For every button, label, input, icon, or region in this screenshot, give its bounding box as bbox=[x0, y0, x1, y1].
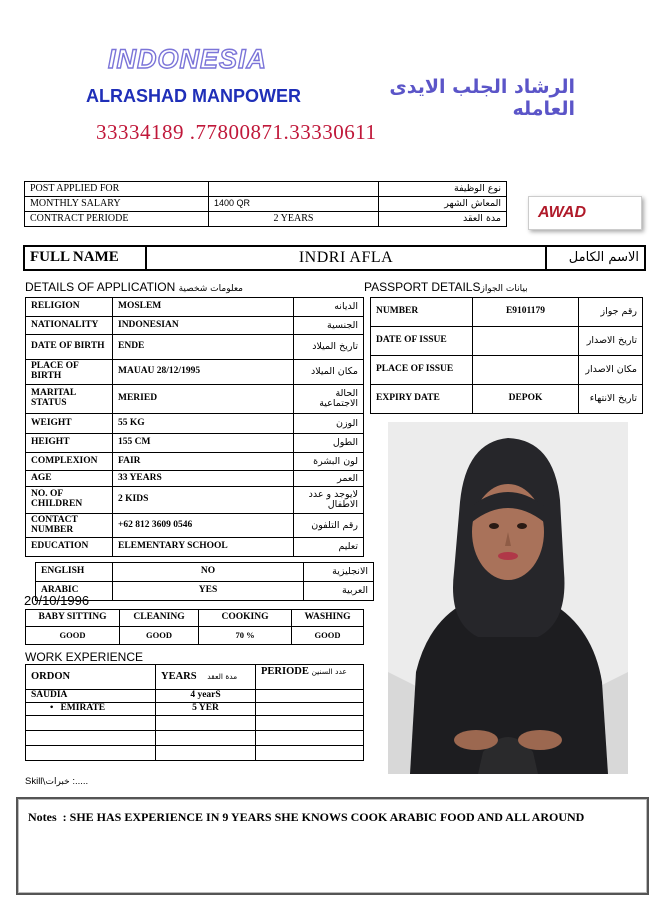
detail-label: DATE OF BIRTH bbox=[26, 335, 113, 360]
detail-label: COMPLEXION bbox=[26, 453, 113, 471]
experience-years-en: YEARS bbox=[161, 671, 197, 683]
applicant-photo bbox=[388, 422, 628, 774]
full-name-value: INDRI AFLA bbox=[146, 246, 546, 270]
experience-period bbox=[256, 745, 364, 760]
detail-value: 33 YEARS bbox=[113, 471, 294, 487]
language-label: ENGLISH bbox=[36, 563, 113, 582]
experience-country bbox=[26, 702, 156, 715]
skill-header: WASHING bbox=[292, 610, 364, 627]
detail-value: 2 KIDS bbox=[113, 487, 294, 514]
job-label: CONTRACT PERIODE bbox=[25, 212, 209, 227]
skill-value: 70 % bbox=[199, 627, 292, 645]
detail-value: FAIR bbox=[113, 453, 294, 471]
experience-period bbox=[256, 730, 364, 745]
experience-table bbox=[25, 664, 364, 761]
passport-label-ar: رقم جواز bbox=[579, 298, 643, 327]
passport-title-en: PASSPORT DETAILS bbox=[364, 280, 481, 294]
language-value: NO bbox=[113, 563, 304, 582]
experience-period-ar: عدد السنين bbox=[311, 667, 347, 676]
detail-label-ar: مكان الميلاد bbox=[294, 360, 364, 385]
experience-country-text: EMIRATE bbox=[60, 702, 106, 713]
experience-country bbox=[26, 730, 156, 745]
detail-label-ar: رقم التلفون bbox=[294, 514, 364, 538]
experience-header-country: ORDON bbox=[26, 665, 156, 690]
skill-line-suffix: :..... bbox=[72, 776, 89, 787]
skill-header: COOKING bbox=[199, 610, 292, 627]
experience-period bbox=[256, 690, 364, 703]
detail-label: NATIONALITY bbox=[26, 317, 113, 335]
awad-tag-text: AWAD bbox=[538, 204, 586, 221]
detail-label: NO. OF CHILDREN bbox=[26, 487, 113, 514]
detail-value: 55 KG bbox=[113, 414, 294, 434]
passport-value: E9101179 bbox=[473, 298, 579, 327]
experience-years-ar: مدة العقد bbox=[207, 672, 238, 682]
passport-label: DATE OF ISSUE bbox=[371, 327, 473, 356]
skill-value: GOOD bbox=[26, 627, 120, 645]
detail-value: INDONESIAN bbox=[113, 317, 294, 335]
notes-text-block bbox=[18, 799, 647, 826]
full-name-label-ar: الاسم الكامل bbox=[546, 246, 645, 270]
work-experience-title: WORK EXPERIENCE bbox=[25, 650, 144, 664]
passport-title-ar: بيانات الجواز bbox=[480, 284, 528, 294]
passport-value bbox=[473, 356, 579, 385]
detail-value: MOSLEM bbox=[113, 298, 294, 317]
language-label: ARABIC bbox=[36, 582, 113, 601]
skills-table bbox=[25, 609, 364, 645]
detail-label-ar: تاريخ الميلاد bbox=[294, 335, 364, 360]
job-value bbox=[209, 182, 379, 197]
language-value: YES bbox=[113, 582, 304, 601]
experience-country bbox=[26, 745, 156, 760]
bullet-icon: • bbox=[50, 702, 54, 713]
experience-years: 4 yearS bbox=[156, 690, 256, 703]
passport-title bbox=[364, 280, 528, 294]
passport-value bbox=[473, 327, 579, 356]
details-table bbox=[25, 297, 364, 557]
detail-value: MERIED bbox=[113, 385, 294, 414]
language-label-ar: العربية bbox=[304, 582, 374, 601]
detail-label: MARITAL STATUS bbox=[26, 385, 113, 414]
awad-tag bbox=[528, 196, 642, 230]
detail-label-ar: الوزن bbox=[294, 414, 364, 434]
detail-label-ar: تعليم bbox=[294, 538, 364, 557]
details-title-ar: معلومات شخصية bbox=[178, 284, 243, 294]
experience-years bbox=[156, 715, 256, 730]
experience-period bbox=[256, 715, 364, 730]
phone-numbers: 33334189 .77800871.33330611 bbox=[96, 120, 377, 144]
job-value: 2 YEARS bbox=[209, 212, 379, 227]
detail-label-ar: العمر bbox=[294, 471, 364, 487]
agency-name-arabic: الرشاد الجلب الايدى العامله bbox=[389, 76, 575, 120]
job-table bbox=[24, 181, 507, 227]
detail-label-ar: الطول bbox=[294, 434, 364, 453]
experience-header-period bbox=[256, 665, 364, 690]
skill-line-label-ar: \خبرات bbox=[42, 777, 70, 787]
detail-label: PLACE OF BIRTH bbox=[26, 360, 113, 385]
experience-period bbox=[256, 702, 364, 715]
detail-label: EDUCATION bbox=[26, 538, 113, 557]
detail-value: ELEMENTARY SCHOOL bbox=[113, 538, 294, 557]
detail-label-ar: لون البشرة bbox=[294, 453, 364, 471]
detail-label-ar: لايوجد و عدد الاطفال bbox=[294, 487, 364, 514]
passport-value: DEPOK bbox=[473, 385, 579, 414]
job-label-ar: مدة العقد bbox=[379, 212, 507, 227]
experience-years bbox=[156, 745, 256, 760]
detail-label: AGE bbox=[26, 471, 113, 487]
skill-header: BABY SITTING bbox=[26, 610, 120, 627]
passport-table bbox=[370, 297, 643, 414]
passport-label: PLACE OF ISSUE bbox=[371, 356, 473, 385]
applicant-photo-illustration bbox=[388, 422, 628, 774]
details-title-en: DETAILS OF APPLICATION bbox=[25, 280, 176, 294]
overlay-date: 20/10/1996 bbox=[24, 593, 90, 608]
skill-value: GOOD bbox=[292, 627, 364, 645]
experience-country: SAUDIA bbox=[26, 690, 156, 703]
notes-text: SHE HAS EXPERIENCE IN 9 YEARS SHE KNOWS COOK ARABIC FOOD AND ALL AROUND bbox=[69, 810, 585, 824]
skill-line bbox=[25, 776, 88, 787]
experience-period-en: PERIODE bbox=[261, 666, 309, 677]
detail-value: +62 812 3609 0546 bbox=[113, 514, 294, 538]
job-label-ar: نوع الوظيفة bbox=[379, 182, 507, 197]
full-name-table bbox=[23, 245, 646, 271]
passport-label-ar: مكان الاصدار bbox=[579, 356, 643, 385]
job-label: POST APPLIED FOR bbox=[25, 182, 209, 197]
experience-country bbox=[26, 715, 156, 730]
job-label-ar: المعاش الشهر bbox=[379, 197, 507, 212]
country-title: INDONESIA bbox=[108, 44, 268, 74]
job-value: 1400 QR bbox=[209, 197, 379, 212]
experience-header-years bbox=[156, 665, 256, 690]
detail-label: HEIGHT bbox=[26, 434, 113, 453]
skill-header: CLEANING bbox=[120, 610, 199, 627]
job-label: MONTHLY SALARY bbox=[25, 197, 209, 212]
details-title bbox=[25, 280, 243, 294]
detail-label: WEIGHT bbox=[26, 414, 113, 434]
detail-value: ENDE bbox=[113, 335, 294, 360]
notes-label: Notes bbox=[28, 810, 57, 824]
passport-label: EXPIRY DATE bbox=[371, 385, 473, 414]
language-label-ar: الانجليزية bbox=[304, 563, 374, 582]
detail-value: 155 CM bbox=[113, 434, 294, 453]
skill-value: GOOD bbox=[120, 627, 199, 645]
passport-label-ar: تاريخ الاصدار bbox=[579, 327, 643, 356]
experience-years bbox=[156, 730, 256, 745]
detail-label-ar: الديانه bbox=[294, 298, 364, 317]
agency-name: ALRASHAD MANPOWER bbox=[86, 86, 301, 106]
full-name-label: FULL NAME bbox=[24, 246, 146, 270]
detail-label: CONTACT NUMBER bbox=[26, 514, 113, 538]
detail-label-ar: الجنسية bbox=[294, 317, 364, 335]
experience-years: 5 YER bbox=[156, 702, 256, 715]
detail-label-ar: الحالة الاجتماعية bbox=[294, 385, 364, 414]
skill-line-label: Skill bbox=[25, 776, 43, 787]
detail-label: RELIGION bbox=[26, 298, 113, 317]
notes-box bbox=[16, 797, 649, 895]
detail-value: MAUAU 28/12/1995 bbox=[113, 360, 294, 385]
notes-colon: : bbox=[59, 810, 70, 824]
passport-label-ar: تاريخ الانتهاء bbox=[579, 385, 643, 414]
passport-label: NUMBER bbox=[371, 298, 473, 327]
